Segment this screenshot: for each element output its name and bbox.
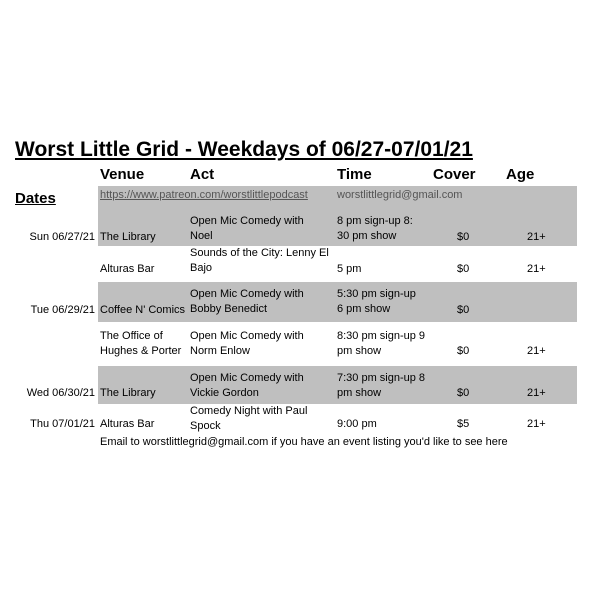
cover-cell: $0: [457, 263, 470, 275]
age-cell: 21+: [527, 387, 546, 399]
venue-header: Venue: [100, 166, 145, 183]
act-cell: Open Mic Comedy with Bobby Benedict: [190, 288, 304, 315]
age-cell: 21+: [527, 345, 546, 357]
age-header: Age: [506, 166, 535, 183]
venue-cell: Alturas Bar: [100, 418, 155, 430]
table-row: [0, 404, 603, 436]
time-cell: 8 pm sign-up 8: 30 pm show: [337, 215, 413, 242]
table-row: [0, 322, 603, 366]
time-cell: 7:30 pm sign-up 8 pm show: [337, 372, 426, 399]
venue-cell: The Office of Hughes & Porter: [100, 330, 182, 357]
date-cell: Sun 06/27/21: [29, 231, 95, 243]
act-cell: Open Mic Comedy with Vickie Gordon: [190, 372, 304, 399]
cover-cell: $5: [457, 418, 470, 430]
venue-cell: Alturas Bar: [100, 263, 155, 275]
time-cell: 9:00 pm: [337, 418, 377, 430]
act-cell: Open Mic Comedy with Norm Enlow: [190, 330, 304, 357]
age-cell: 21+: [527, 418, 546, 430]
date-cell: Thu 07/01/21: [30, 418, 95, 430]
table-row: [0, 282, 603, 322]
links-band: [98, 186, 577, 208]
patreon-link[interactable]: https://www.patreon.com/worstlittlepodcast: [100, 189, 308, 201]
age-cell: 21+: [527, 263, 546, 275]
time-cell: 5:30 pm sign-up 6 pm show: [337, 288, 416, 315]
venue-cell: The Library: [100, 231, 156, 243]
table-row: [0, 366, 603, 404]
act-header: Act: [190, 166, 215, 183]
age-cell: 21+: [527, 231, 546, 243]
cover-cell: $0: [457, 345, 470, 357]
venue-cell: Coffee N' Comics: [100, 304, 186, 316]
time-cell: 8:30 pm sign-up 9 pm show: [337, 330, 426, 357]
column-header-row: [0, 166, 603, 186]
cover-cell: $0: [457, 304, 470, 316]
time-cell: 5 pm: [337, 263, 362, 275]
footer-note: Email to worstlittlegrid@gmail.com if you have an event listing you'd like to see here: [100, 436, 508, 448]
contact-email: worstlittlegrid@gmail.com: [337, 189, 463, 201]
page-title: Worst Little Grid - Weekdays of 06/27-07/01/21: [15, 138, 473, 161]
cover-cell: $0: [457, 387, 470, 399]
cover-header: Cover: [433, 166, 476, 183]
date-cell: Wed 06/30/21: [26, 387, 95, 399]
time-header: Time: [337, 166, 372, 183]
table-row: [0, 208, 603, 246]
act-cell: Sounds of the City: Lenny El Bajo: [190, 247, 329, 274]
cover-cell: $0: [457, 231, 470, 243]
act-cell: Comedy Night with Paul Spock: [190, 405, 308, 432]
act-cell: Open Mic Comedy with Noel: [190, 215, 304, 242]
dates-header: Dates: [15, 190, 56, 207]
venue-cell: The Library: [100, 387, 156, 399]
table-row: [0, 246, 603, 282]
date-cell: Tue 06/29/21: [30, 304, 95, 316]
